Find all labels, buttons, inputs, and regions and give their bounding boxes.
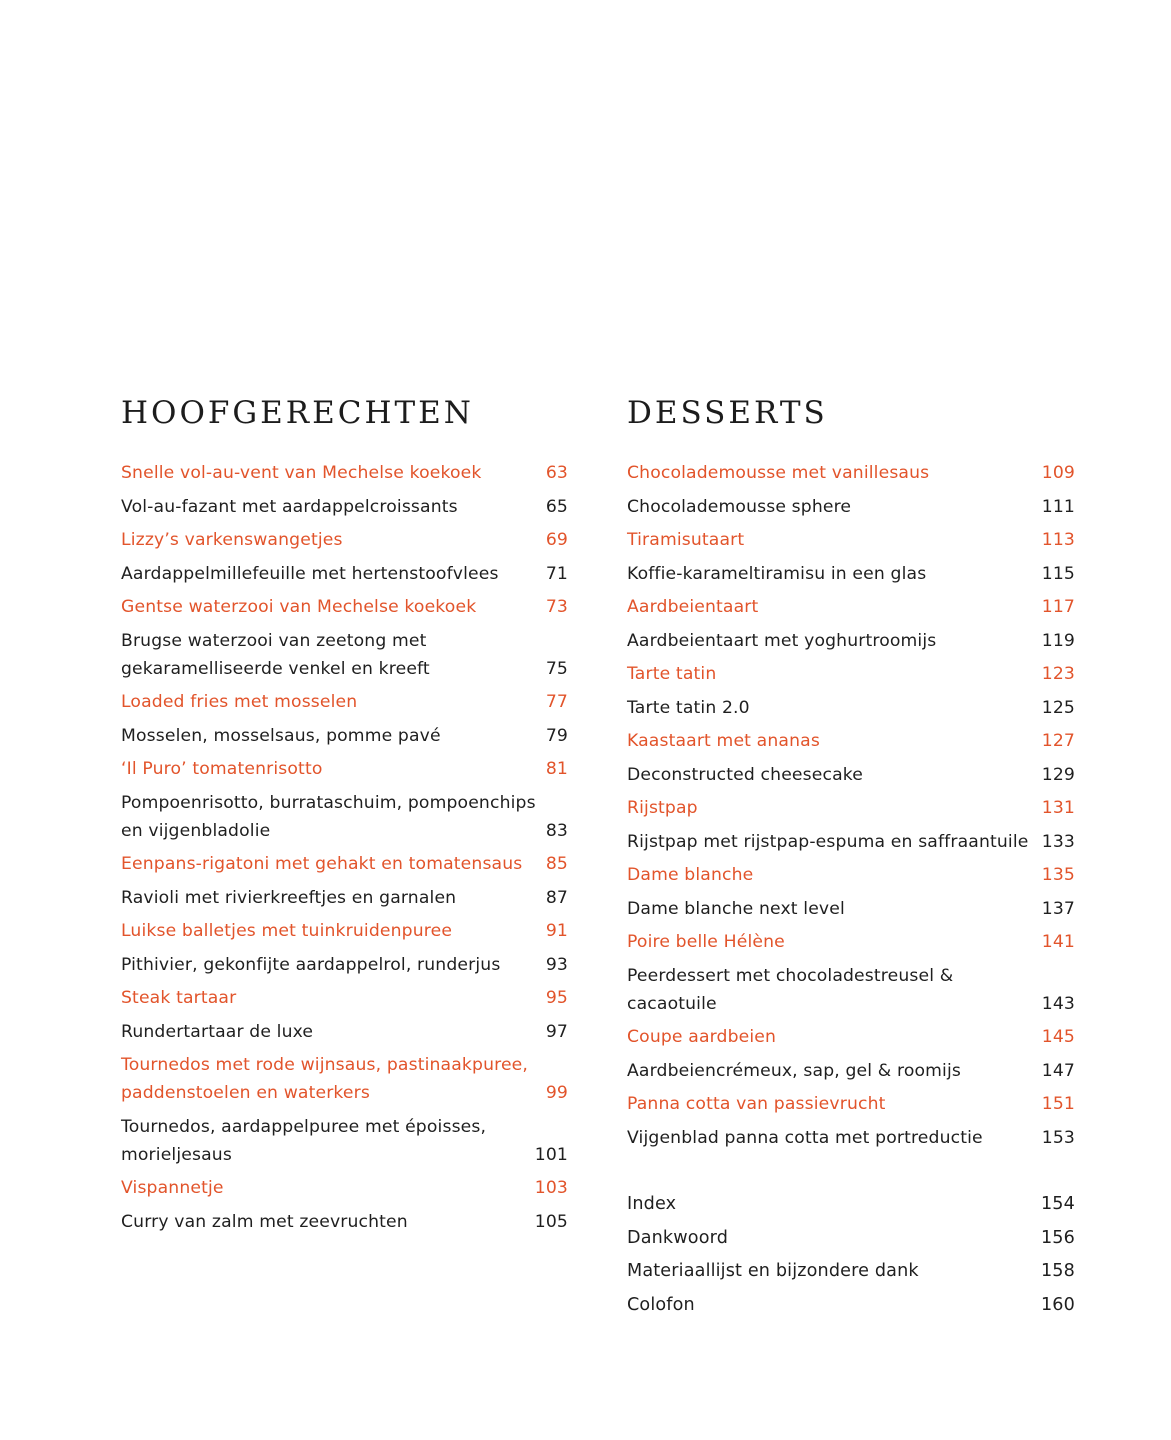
toc-entry[interactable] (627, 895, 1075, 929)
entry-page-number: 95 (545, 988, 568, 1008)
toc-entry[interactable] (121, 789, 568, 851)
entry-page-number: 75 (545, 658, 568, 679)
entry-title: Rijstpap met rijstpap-espuma en saffraantuile (627, 831, 1029, 852)
toc-entry[interactable] (627, 1023, 1075, 1057)
entry-title: Vol-au-fazant met aardappelcroissants (121, 496, 458, 517)
toc-entry[interactable] (121, 560, 568, 594)
entry-title: Loaded fries met mosselen (121, 692, 358, 712)
toc-entry[interactable] (121, 1018, 568, 1052)
entry-title: Eenpans-rigatoni met gehakt en tomatensaus (121, 854, 523, 874)
entry-page-number: 131 (1041, 798, 1075, 818)
entry-page-number: 125 (1041, 697, 1075, 718)
entry-page-number: 133 (1041, 831, 1075, 852)
toc-entry[interactable] (627, 493, 1075, 527)
entry-title: Vispannetje (121, 1178, 224, 1198)
entry-page-number: 145 (1041, 1027, 1075, 1047)
entry-page-number: 73 (545, 597, 568, 617)
back-matter-entry[interactable] (627, 1291, 1075, 1325)
entry-page-number: 160 (1040, 1294, 1075, 1315)
entry-title: Coupe aardbeien (627, 1027, 777, 1047)
toc-entry[interactable] (121, 951, 568, 985)
toc-entry[interactable] (627, 660, 1075, 694)
toc-entry[interactable] (627, 694, 1075, 728)
entry-title: Mosselen, mosselsaus, pomme pavé (121, 725, 441, 746)
entry-title: Aardbeientaart met yoghurtroomijs (627, 630, 937, 651)
toc-entry[interactable] (121, 917, 568, 951)
entry-page-number: 83 (545, 820, 568, 841)
entry-title: Pompoenrisotto, burrataschuim, pompoenchips en vijgenbladolie (121, 792, 536, 841)
toc-entry[interactable] (627, 1124, 1075, 1158)
toc-entry[interactable] (627, 593, 1075, 627)
entry-page-number: 123 (1041, 664, 1075, 684)
toc-entry[interactable] (627, 928, 1075, 962)
entry-page-number: 151 (1041, 1094, 1075, 1114)
toc-entry[interactable] (627, 727, 1075, 761)
entry-title: Gentse waterzooi van Mechelse koekoek (121, 597, 477, 617)
toc-entry[interactable] (627, 1090, 1075, 1124)
toc-entry[interactable] (121, 850, 568, 884)
toc-entry[interactable] (121, 627, 568, 689)
entry-page-number: 85 (545, 854, 568, 874)
entry-page-number: 153 (1041, 1127, 1075, 1148)
entry-title: Chocolademousse sphere (627, 496, 852, 517)
entry-page-number: 91 (545, 921, 568, 941)
toc-entry[interactable] (121, 593, 568, 627)
entry-title: Steak tartaar (121, 988, 237, 1008)
main-courses-column (121, 393, 568, 1241)
toc-entry[interactable] (627, 861, 1075, 895)
entry-page-number: 147 (1041, 1060, 1075, 1081)
toc-entry[interactable] (121, 1174, 568, 1208)
toc-entry[interactable] (121, 755, 568, 789)
entry-title: ‘Il Puro’ tomatenrisotto (121, 759, 323, 779)
toc-entry[interactable] (627, 1057, 1075, 1091)
entry-page-number: 69 (545, 530, 568, 550)
entry-page-number: 111 (1041, 496, 1075, 517)
toc-entry[interactable] (121, 722, 568, 756)
entry-page-number: 63 (545, 463, 568, 483)
entry-title: Deconstructed cheesecake (627, 764, 863, 785)
entry-title: Ravioli met rivierkreeftjes en garnalen (121, 887, 457, 908)
desserts-list (627, 459, 1075, 1157)
entry-title: Materiaallijst en bijzondere dank (627, 1261, 919, 1281)
entry-title: Lizzy’s varkenswangetjes (121, 530, 343, 550)
entry-title: Colofon (627, 1294, 695, 1315)
entry-page-number: 103 (534, 1178, 568, 1198)
toc-entry[interactable] (627, 761, 1075, 795)
toc-entry[interactable] (121, 688, 568, 722)
entry-page-number: 127 (1041, 731, 1075, 751)
back-matter-entry[interactable] (627, 1190, 1075, 1224)
desserts-heading: DESSERTS (627, 395, 828, 431)
entry-page-number: 105 (534, 1211, 568, 1232)
entry-title: Tournedos, aardappelpuree met époisses, morieljesaus (121, 1116, 487, 1165)
entry-title: Panna cotta van passievrucht (627, 1094, 886, 1114)
entry-page-number: 65 (545, 496, 568, 517)
entry-page-number: 117 (1041, 597, 1075, 617)
entry-page-number: 141 (1041, 932, 1075, 952)
toc-entry[interactable] (121, 1051, 568, 1113)
entry-page-number: 77 (545, 692, 568, 712)
entry-title: Curry van zalm met zeevruchten (121, 1211, 408, 1232)
entry-title: Dame blanche next level (627, 898, 845, 919)
toc-entry[interactable] (121, 1208, 568, 1242)
entry-page-number: 135 (1041, 865, 1075, 885)
toc-entry[interactable] (627, 828, 1075, 862)
entry-title: Tarte tatin 2.0 (627, 697, 750, 718)
entry-title: Vijgenblad panna cotta met portreductie (627, 1127, 983, 1148)
entry-page-number: 143 (1041, 993, 1075, 1014)
entry-page-number: 79 (545, 725, 568, 746)
toc-entry[interactable] (121, 526, 568, 560)
entry-title: Peerdessert met chocoladestreusel & cacaotuile (627, 965, 954, 1014)
entry-title: Dame blanche (627, 865, 754, 885)
toc-entry[interactable] (627, 560, 1075, 594)
toc-entry[interactable] (627, 526, 1075, 560)
toc-entry[interactable] (627, 627, 1075, 661)
entry-page-number: 115 (1041, 563, 1075, 584)
toc-entry[interactable] (627, 962, 1075, 1024)
entry-title: Poire belle Hélène (627, 932, 785, 952)
entry-page-number: 137 (1041, 898, 1075, 919)
entry-page-number: 71 (545, 563, 568, 584)
entry-title: Aardappelmillefeuille met hertenstoofvlees (121, 563, 499, 584)
entry-page-number: 81 (545, 759, 568, 779)
back-matter-entry[interactable] (627, 1224, 1075, 1258)
entry-page-number: 101 (534, 1144, 568, 1165)
entry-title: Luikse balletjes met tuinkruidenpuree (121, 921, 453, 941)
toc-entry[interactable] (627, 459, 1075, 493)
entry-title: Aardbeiencrémeux, sap, gel & roomijs (627, 1060, 961, 1081)
entry-page-number: 99 (545, 1083, 568, 1103)
entry-page-number: 129 (1041, 764, 1075, 785)
toc-entry[interactable] (121, 884, 568, 918)
entry-title: Snelle vol-au-vent van Mechelse koekoek (121, 463, 482, 483)
entry-page-number: 87 (545, 887, 568, 908)
back-matter-entry[interactable] (627, 1257, 1075, 1291)
entry-title: Kaastaart met ananas (627, 731, 820, 751)
entry-title: Rundertartaar de luxe (121, 1021, 314, 1042)
toc-entry[interactable] (121, 493, 568, 527)
entry-title: Tiramisutaart (627, 530, 745, 550)
entry-title: Chocolademousse met vanillesaus (627, 463, 930, 483)
entry-page-number: 154 (1040, 1194, 1075, 1214)
entry-page-number: 93 (545, 954, 568, 975)
entry-page-number: 158 (1040, 1261, 1075, 1281)
back-matter-list (627, 1190, 1075, 1324)
entry-title: Tarte tatin (627, 664, 717, 684)
entry-title: Koffie-karameltiramisu in een glas (627, 563, 927, 584)
entry-title: Pithivier, gekonfijte aardappelrol, runderjus (121, 954, 501, 975)
entry-page-number: 97 (545, 1021, 568, 1042)
entry-title: Tournedos met rode wijnsaus, pastinaakpuree, paddenstoelen en waterkers (121, 1055, 529, 1103)
entry-page-number: 156 (1040, 1227, 1075, 1248)
desserts-column (627, 393, 1075, 1324)
entry-title: Aardbeientaart (627, 597, 759, 617)
entry-title: Dankwoord (627, 1227, 729, 1248)
main-courses-list (121, 459, 568, 1241)
entry-page-number: 113 (1041, 530, 1075, 550)
toc-entry[interactable] (121, 984, 568, 1018)
entry-title: Index (627, 1194, 677, 1214)
toc-entry[interactable] (627, 794, 1075, 828)
entry-title: Brugse waterzooi van zeetong met gekaramelliseerde venkel en kreeft (121, 630, 430, 679)
toc-entry[interactable] (121, 1113, 568, 1175)
entry-title: Rijstpap (627, 798, 698, 818)
main-courses-heading: HOOFGERECHTEN (121, 395, 474, 431)
entry-page-number: 119 (1041, 630, 1075, 651)
toc-entry[interactable] (121, 459, 568, 493)
entry-page-number: 109 (1041, 463, 1075, 483)
